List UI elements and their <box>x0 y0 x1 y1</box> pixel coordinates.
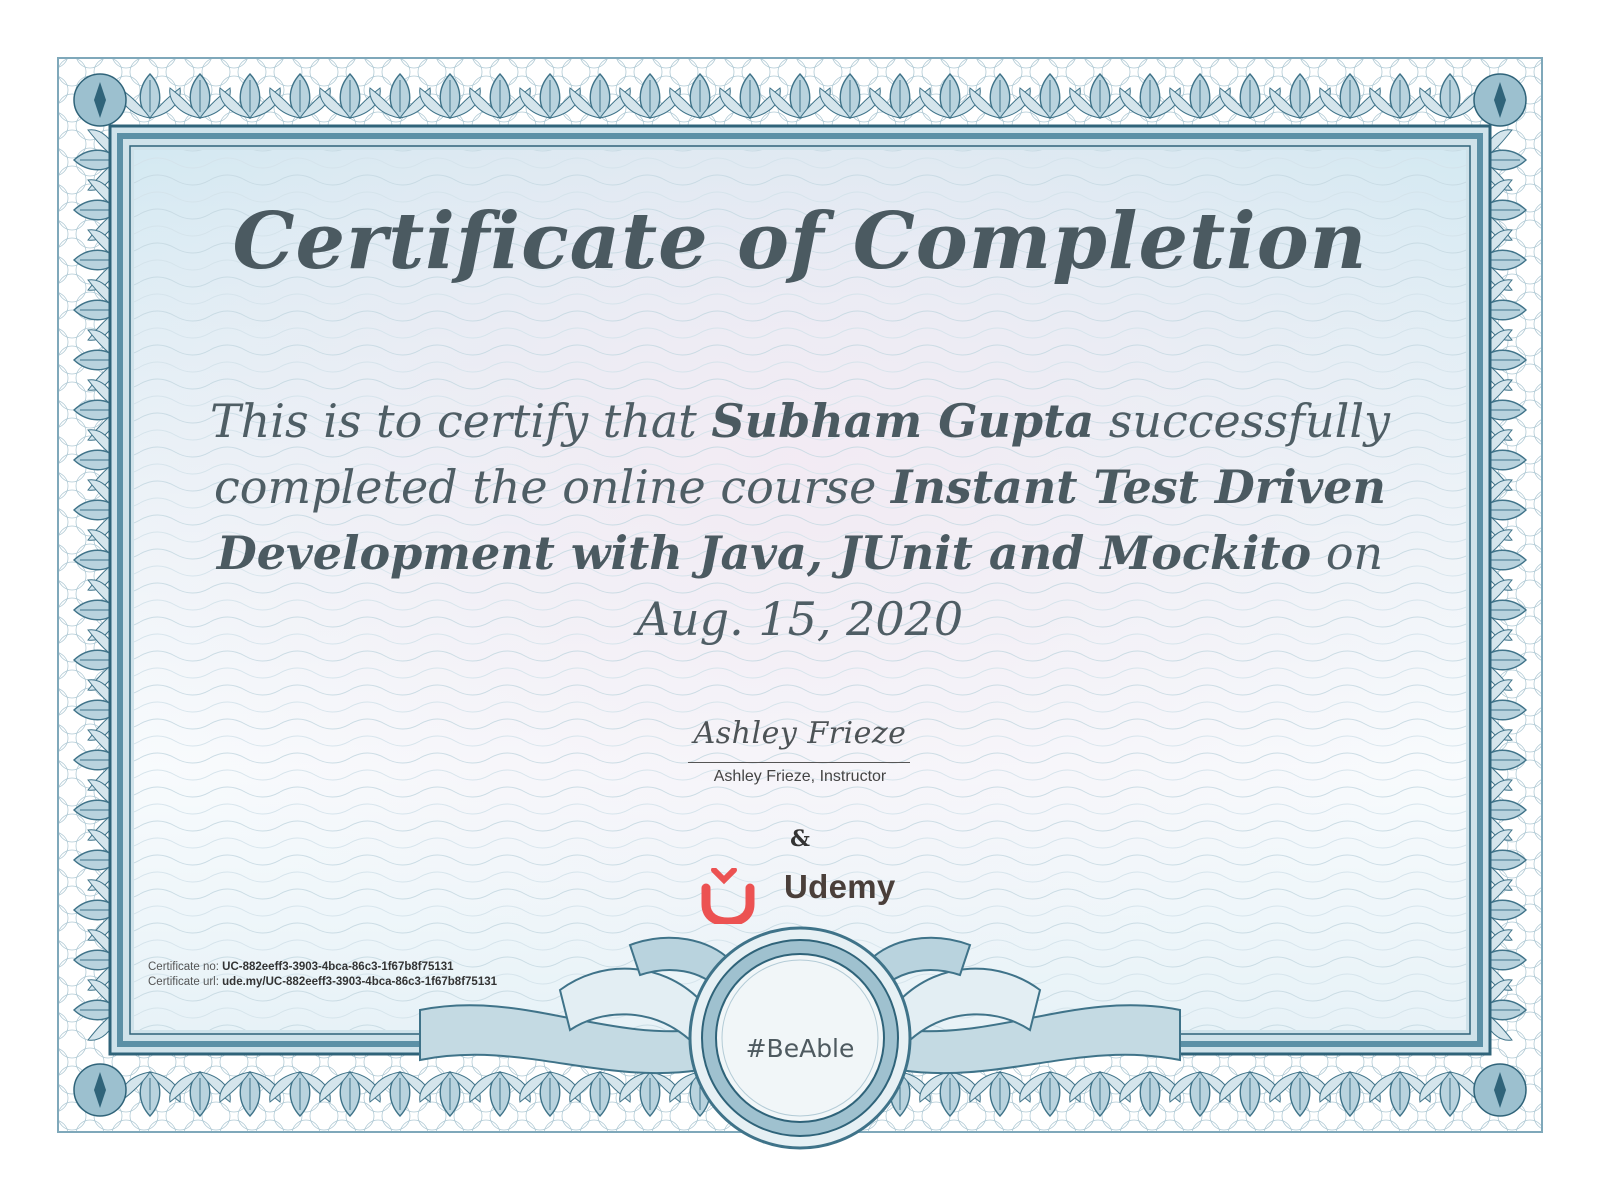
certificate-number-label: Certificate no: <box>148 961 219 973</box>
certificate-number-row <box>148 960 497 975</box>
certificate-meta <box>148 960 497 990</box>
completion-date: Aug. 15, 2020 <box>636 592 964 646</box>
certificate-statement <box>170 388 1430 652</box>
udemy-logo-icon <box>700 868 762 924</box>
ampersand: & <box>790 826 810 852</box>
statement-on: on <box>1325 526 1384 580</box>
udemy-wordmark: Udemy <box>784 868 896 905</box>
badge-text: #BeAble <box>745 1034 855 1063</box>
course-name: Instant Test Driven Development with Java, JUnit and Mockito <box>216 460 1386 580</box>
signature-caption: Ashley Frieze, Instructor <box>713 768 887 785</box>
certificate-url-label: Certificate url: <box>148 976 219 988</box>
certificate-url-row <box>148 975 497 990</box>
certificate-number: UC-882eeff3-3903-4bca-86c3-1f67b8f75131 <box>222 961 454 973</box>
signature-line <box>688 762 910 763</box>
instructor-signature: Ashley Frieze <box>693 716 907 751</box>
statement-middle: successfully completed the online course <box>214 394 1391 514</box>
recipient-name: Subham Gupta <box>711 394 1095 448</box>
certificate-title: Certificate of Completion <box>232 196 1368 287</box>
certificate-url[interactable]: ude.my/UC-882eeff3-3903-4bca-86c3-1f67b8f75131 <box>222 976 498 988</box>
statement-intro: This is to certify that <box>209 394 697 448</box>
